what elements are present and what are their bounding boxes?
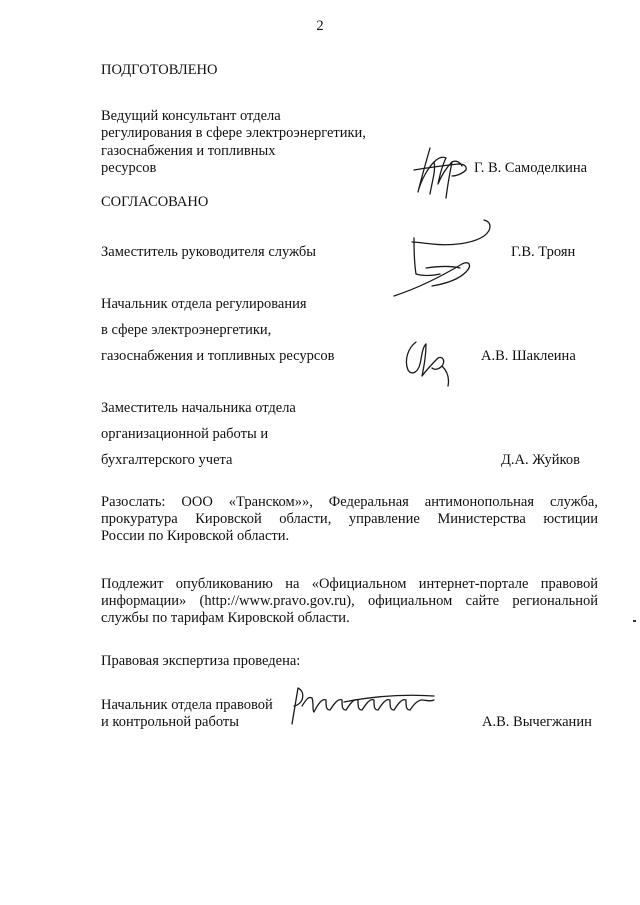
legal-review-signer-name: А.В. Вычегжанин [482, 714, 592, 730]
signer-position-line: в сфере электроэнергетики, [101, 322, 272, 338]
signature-troyan [388, 214, 498, 300]
prepared-position-line: газоснабжения и топливных [101, 143, 276, 159]
distribution-line: России по Кировской области. [101, 528, 290, 544]
signer-name: Д.А. Жуйков [501, 452, 580, 468]
publication-line: информации» (http://www.pravo.gov.ru), официальном сайте региональной [101, 593, 598, 609]
prepared-heading: ПОДГОТОВЛЕНО [101, 62, 218, 78]
signature-shakleina [402, 338, 458, 390]
distribution-line: Разослать: ООО «Транском»», Федеральная антимонопольная служба, [101, 494, 598, 510]
publication-paragraph [101, 576, 598, 627]
signer-name: Г.В. Троян [511, 244, 576, 260]
prepared-signer-name: Г. В. Самоделкина [474, 160, 588, 176]
legal-review-position-line: и контрольной работы [101, 714, 239, 730]
publication-line: Подлежит опубликованию на «Официальном интернет-портале правовой [101, 576, 598, 592]
legal-review-position-line: Начальник отдела правовой [101, 697, 273, 713]
signer-position-line: Заместитель руководителя службы [101, 244, 317, 260]
signer-position-line: организационной работы и [101, 426, 269, 442]
distribution-paragraph [101, 494, 598, 545]
signer-position-line: бухгалтерского учета [101, 452, 233, 468]
prepared-position-line: регулирования в сфере электроэнергетики, [101, 125, 366, 141]
signature-vychegzhanin [284, 680, 440, 728]
signature-samodelkina [412, 140, 470, 202]
margin-mark [633, 620, 636, 622]
agreed-heading: СОГЛАСОВАНО [101, 194, 209, 210]
prepared-position-line: ресурсов [101, 160, 157, 176]
signer-position-line: Заместитель начальника отдела [101, 400, 296, 416]
prepared-position-line: Ведущий консультант отдела [101, 108, 281, 124]
distribution-line: прокуратура Кировской области, управление Министерства юстиции [101, 511, 598, 527]
signer-name: А.В. Шаклеина [481, 348, 576, 364]
signer-position-line: Начальник отдела регулирования [101, 296, 307, 312]
page-number: 2 [316, 18, 324, 34]
signer-position-line: газоснабжения и топливных ресурсов [101, 348, 335, 364]
publication-line: службы по тарифам Кировской области. [101, 610, 350, 626]
legal-review-heading: Правовая экспертиза проведена: [101, 653, 301, 669]
